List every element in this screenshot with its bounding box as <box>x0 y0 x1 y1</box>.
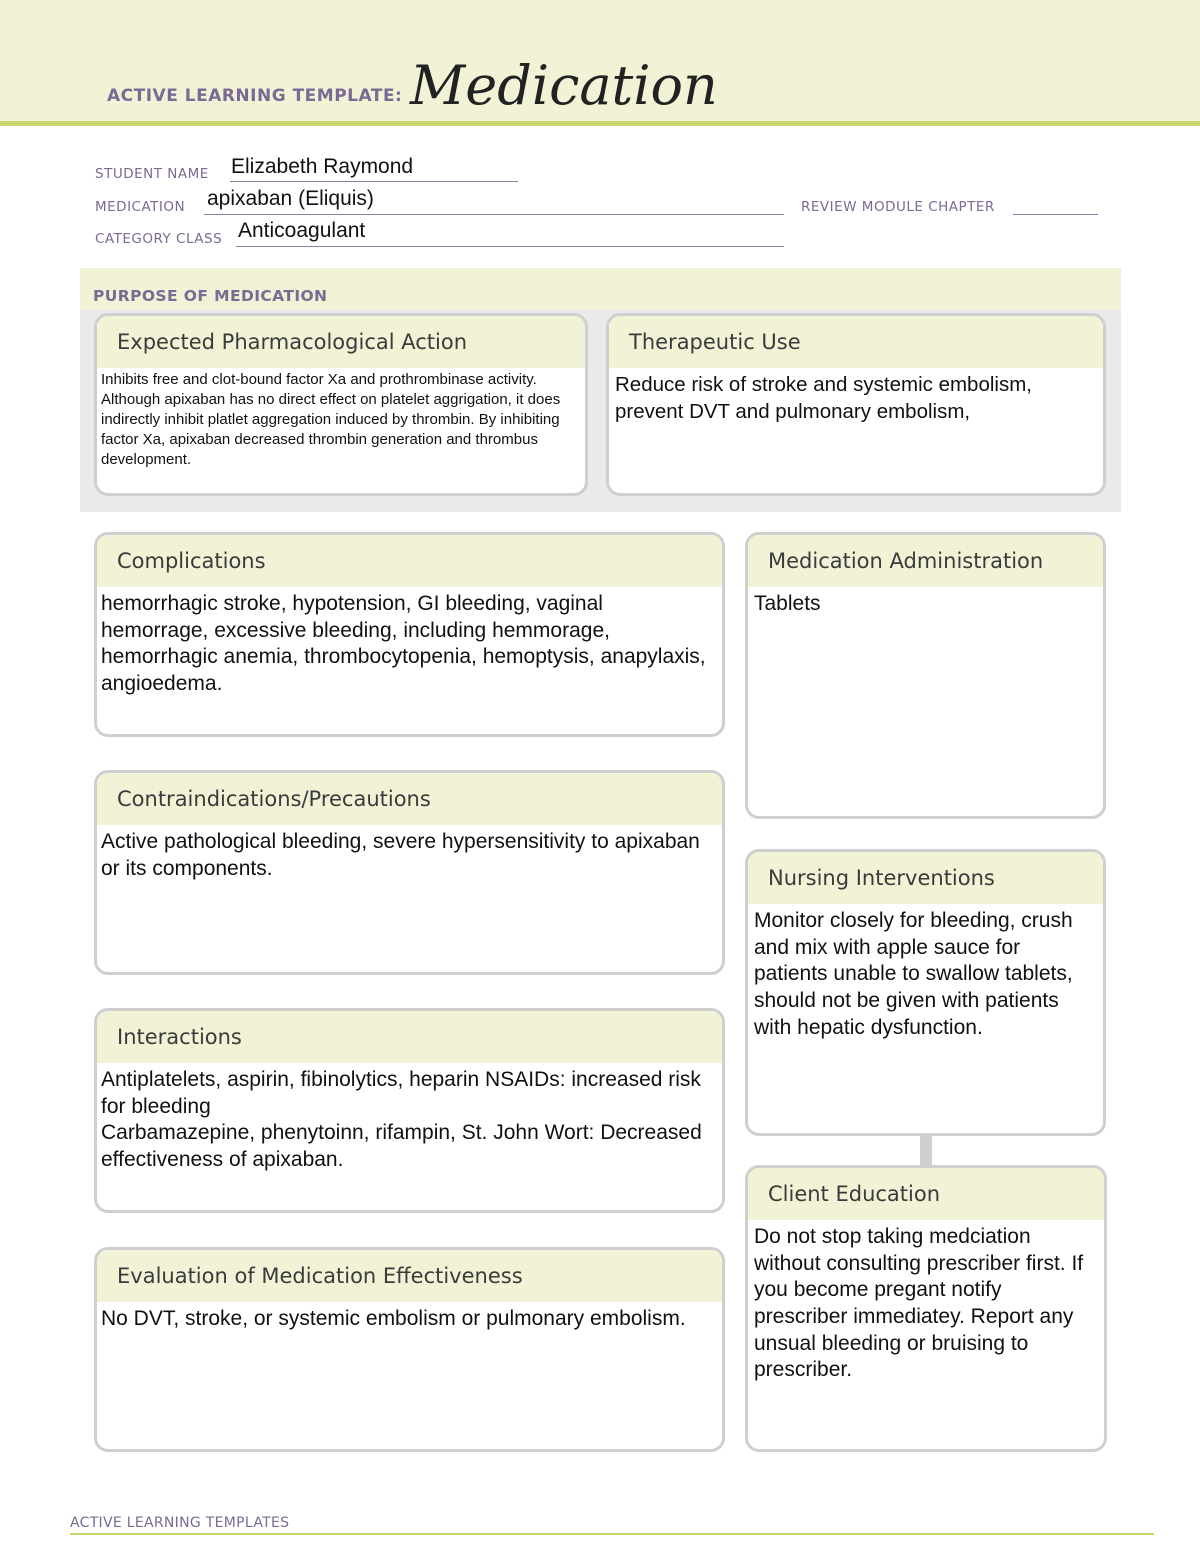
interactions-line-2: Carbamazepine, phenytoinn, rifampin, St. John Wort: Decreased effectiveness of apixaban. <box>101 1121 702 1171</box>
administration-box <box>745 532 1106 819</box>
pharm-action-title: Expected Pharmacological Action <box>117 330 468 354</box>
client-education-box <box>745 1165 1107 1452</box>
contraindications-box <box>94 770 725 975</box>
administration-header <box>748 535 1103 587</box>
interactions-line-1: Antiplatelets, aspirin, fibinolytics, heparin NSAIDs: increased risk for bleeding <box>101 1068 701 1118</box>
pharm-action-header <box>97 316 585 368</box>
student-name-line <box>230 181 518 182</box>
contraindications-title: Contraindications/Precautions <box>117 787 431 811</box>
complications-text[interactable]: hemorrhagic stroke, hypotension, GI bleeding, vaginal hemorrage, excessive bleeding, including hemmorage, hemorrhagic anemia, thrombocytopenia, hemoptysis, anapylaxis, angioedema. <box>101 592 706 695</box>
connector-bar <box>920 1135 932 1167</box>
therapeutic-use-text[interactable]: Reduce risk of stroke and systemic embolism, prevent DVT and pulmonary embolism, <box>615 373 1032 423</box>
complications-box <box>94 532 725 737</box>
category-class-field[interactable]: Anticoagulant <box>238 219 366 242</box>
nursing-text[interactable]: Monitor closely for bleeding, crush and mix with apple sauce for patients unable to swallow tablets, should not be given with patients with hepatic dysfunction. <box>754 909 1073 1039</box>
review-module-line <box>1013 214 1098 215</box>
medication-label: MEDICATION <box>95 199 186 215</box>
therapeutic-use-title: Therapeutic Use <box>629 330 801 354</box>
nursing-box <box>745 849 1106 1136</box>
review-module-label: REVIEW MODULE CHAPTER <box>801 199 995 215</box>
pharm-action-text[interactable]: Inhibits free and clot-bound factor Xa and prothrombinase activity. Although apixaban has no direct effect on platelet aggrigation, it does indirectly inhibit platlet aggregation induced by thrombin. By inhibiting factor Xa, apixaban decreased thrombin generation and thrombus development. <box>101 371 561 468</box>
client-education-text[interactable]: Do not stop taking medciation without consulting prescriber first. If you become pregant notify prescriber immediatey. Report any unsual bleeding or bruising to prescriber. <box>754 1225 1084 1382</box>
template-label: ACTIVE LEARNING TEMPLATE: <box>107 86 403 106</box>
category-class-label: CATEGORY CLASS <box>95 231 223 247</box>
therapeutic-use-box <box>606 313 1106 496</box>
evaluation-box <box>94 1247 725 1452</box>
page-title: Medication <box>410 54 718 117</box>
student-name-label: STUDENT NAME <box>95 166 209 182</box>
purpose-label: PURPOSE OF MEDICATION <box>93 287 328 305</box>
evaluation-header <box>97 1250 722 1302</box>
footer-rule <box>70 1533 1154 1535</box>
pharm-action-box <box>94 313 588 496</box>
complications-header <box>97 535 722 587</box>
interactions-text[interactable] <box>97 1063 722 1174</box>
administration-title: Medication Administration <box>768 549 1044 573</box>
nursing-title: Nursing Interventions <box>768 866 995 890</box>
nursing-header <box>748 852 1103 904</box>
interactions-box <box>94 1008 725 1213</box>
category-class-line <box>236 246 784 247</box>
medication-line <box>204 214 784 215</box>
administration-text[interactable]: Tablets <box>754 592 821 615</box>
client-education-header <box>748 1168 1104 1220</box>
contraindications-header <box>97 773 722 825</box>
evaluation-title: Evaluation of Medication Effectiveness <box>117 1264 523 1288</box>
evaluation-text[interactable]: No DVT, stroke, or systemic embolism or pulmonary embolism. <box>101 1307 686 1330</box>
header-rule <box>0 121 1200 126</box>
therapeutic-use-header <box>609 316 1103 368</box>
contraindications-text[interactable]: Active pathological bleeding, severe hypersensitivity to apixaban or its components. <box>101 830 700 880</box>
medication-field[interactable]: apixaban (Eliquis) <box>207 187 374 210</box>
interactions-header <box>97 1011 722 1063</box>
client-education-title: Client Education <box>768 1182 941 1206</box>
footer-label: ACTIVE LEARNING TEMPLATES <box>70 1515 290 1531</box>
interactions-title: Interactions <box>117 1025 242 1049</box>
student-name-field[interactable]: Elizabeth Raymond <box>231 155 414 178</box>
complications-title: Complications <box>117 549 266 573</box>
